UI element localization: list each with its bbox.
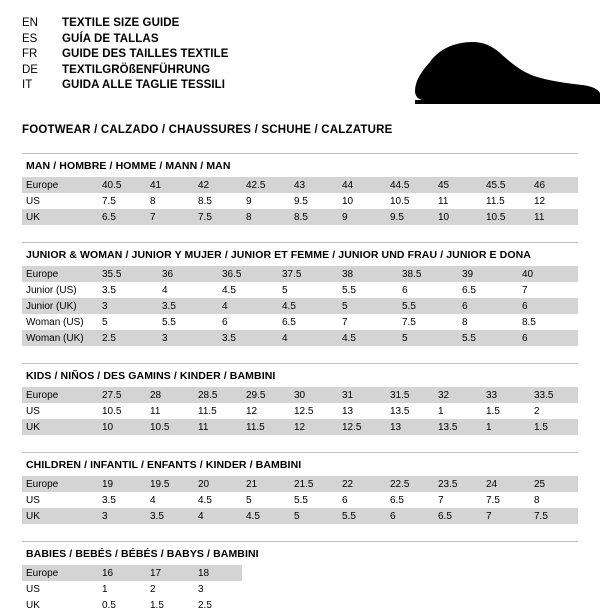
size-cell: 5	[282, 284, 288, 296]
size-cell	[386, 565, 434, 581]
size-cell: 7.5	[194, 209, 242, 225]
size-cell	[530, 565, 578, 581]
size-cell	[434, 597, 482, 613]
dress-shoe-icon	[414, 40, 600, 106]
size-cell	[290, 581, 338, 597]
size-cell	[338, 597, 386, 613]
row-label: Woman (UK)	[22, 330, 98, 346]
size-cell: 13.5	[434, 419, 482, 435]
size-cell: 4	[218, 298, 278, 314]
size-cell: 4	[150, 494, 156, 506]
divider	[22, 452, 578, 453]
size-cell: 2	[150, 583, 156, 595]
size-cell: 35.5	[98, 266, 158, 282]
size-cell	[242, 597, 290, 613]
size-cell: 3	[198, 583, 204, 595]
table-row	[22, 419, 578, 435]
size-cell: 10.5	[390, 195, 410, 207]
row-label: Europe	[22, 266, 98, 282]
group-heading: BABIES / BEBÉS / BÉBÉS / BABYS / BAMBINI	[26, 548, 259, 560]
size-cell: 7	[482, 508, 530, 524]
size-table-children	[22, 476, 578, 524]
size-cell: 2	[534, 405, 540, 417]
size-cell: 10.5	[482, 209, 530, 225]
language-row	[22, 32, 229, 48]
size-cell: 22.5	[386, 476, 434, 492]
size-cell: 9	[338, 209, 386, 225]
size-cell: 4.5	[222, 284, 236, 296]
size-cell: 7	[522, 284, 528, 296]
size-cell: 23.5	[434, 476, 482, 492]
row-label: Europe	[22, 387, 98, 403]
size-cell: 3.5	[102, 284, 116, 296]
size-cell	[530, 597, 578, 613]
size-cell: 13	[386, 419, 434, 435]
divider	[22, 363, 578, 364]
size-cell: 37.5	[278, 266, 338, 282]
size-cell: 5.5	[338, 508, 386, 524]
size-cell: 38	[338, 266, 398, 282]
size-cell: 11	[438, 195, 449, 207]
language-code: FR	[22, 48, 38, 60]
size-cell: 46	[530, 177, 578, 193]
size-cell: 8.5	[290, 209, 338, 225]
group-heading: KIDS / NIÑOS / DES GAMINS / KINDER / BAMBINI	[26, 370, 276, 382]
size-cell: 22	[338, 476, 386, 492]
table-row	[22, 597, 578, 613]
size-cell: 9.5	[386, 209, 434, 225]
language-code: EN	[22, 17, 38, 29]
table-row	[22, 403, 578, 419]
size-cell: 11.5	[198, 405, 217, 417]
size-cell: 1	[438, 405, 444, 417]
size-cell: 10	[342, 195, 354, 207]
size-cell: 8	[242, 209, 290, 225]
size-cell: 11.5	[242, 419, 290, 435]
size-cell: 6	[458, 298, 518, 314]
size-cell: 19.5	[146, 476, 194, 492]
size-cell: 18	[194, 565, 242, 581]
size-cell: 27.5	[98, 387, 146, 403]
size-cell: 5.5	[342, 284, 356, 296]
row-label: UK	[22, 419, 98, 435]
table-row	[22, 581, 578, 597]
size-cell: 7.5	[402, 316, 416, 328]
row-label: Woman (US)	[26, 316, 84, 328]
size-cell: 25	[530, 476, 578, 492]
size-cell: 31.5	[386, 387, 434, 403]
table-row	[22, 565, 578, 581]
size-cell: 4	[278, 330, 338, 346]
size-cell: 10	[98, 419, 146, 435]
size-cell: 3.5	[158, 298, 218, 314]
size-cell: 40.5	[98, 177, 146, 193]
row-label: US	[26, 405, 40, 417]
size-cell: 6	[518, 298, 578, 314]
size-cell	[434, 581, 482, 597]
divider	[22, 153, 578, 154]
size-cell: 28.5	[194, 387, 242, 403]
size-cell: 6.5	[462, 284, 476, 296]
size-cell: 6	[342, 494, 348, 506]
language-title: TEXTILGRÖßENFÜHRUNG	[62, 63, 211, 76]
size-cell: 39	[458, 266, 518, 282]
size-cell	[386, 581, 434, 597]
row-label: Europe	[22, 177, 98, 193]
size-cell: 8.5	[522, 316, 536, 328]
size-cell: 7.5	[486, 494, 500, 506]
size-cell: 5	[290, 508, 338, 524]
size-cell: 1.5	[150, 599, 164, 611]
size-cell: 1	[482, 419, 530, 435]
size-cell: 10.5	[102, 405, 122, 417]
size-cell: 21.5	[290, 476, 338, 492]
size-cell: 5	[398, 330, 458, 346]
size-cell	[482, 581, 530, 597]
language-code: IT	[22, 79, 33, 91]
size-cell: 38.5	[398, 266, 458, 282]
table-row	[22, 314, 578, 330]
size-cell: 3	[98, 298, 158, 314]
size-group-man	[22, 153, 578, 225]
size-table-kids	[22, 387, 578, 435]
size-cell	[386, 597, 434, 613]
table-row	[22, 266, 578, 282]
size-cell: 4.5	[242, 508, 290, 524]
size-cell: 7.5	[102, 195, 116, 207]
size-table-junior-woman	[22, 266, 578, 346]
size-cell: 5.5	[162, 316, 176, 328]
size-cell: 8	[150, 195, 156, 207]
size-cell: 8	[462, 316, 468, 328]
size-cell: 3.5	[146, 508, 194, 524]
size-cell	[482, 565, 530, 581]
size-cell: 42	[194, 177, 242, 193]
row-label: Europe	[22, 476, 98, 492]
size-cell: 24	[482, 476, 530, 492]
language-row	[22, 63, 229, 79]
size-cell: 3	[98, 508, 146, 524]
size-cell: 2.5	[98, 330, 158, 346]
size-cell	[290, 565, 338, 581]
size-cell: 19	[98, 476, 146, 492]
size-cell: 4.5	[198, 494, 212, 506]
size-cell: 41	[146, 177, 194, 193]
size-cell: 11	[194, 419, 242, 435]
size-cell: 3.5	[218, 330, 278, 346]
size-cell: 11	[530, 209, 578, 225]
group-heading: JUNIOR & WOMAN / JUNIOR Y MUJER / JUNIOR ET FEMME / JUNIOR UND FRAU / JUNIOR E DONA	[26, 249, 531, 261]
language-title-list	[22, 16, 229, 94]
header	[22, 16, 578, 108]
size-cell: 10.5	[146, 419, 194, 435]
size-cell: 5.5	[294, 494, 308, 506]
language-row	[22, 16, 229, 32]
size-cell: 9	[246, 195, 252, 207]
size-cell: 6	[386, 508, 434, 524]
size-cell: 20	[194, 476, 242, 492]
row-label: Europe	[22, 565, 98, 581]
size-cell: 5	[102, 316, 108, 328]
size-cell: 12.5	[294, 405, 314, 417]
size-cell	[434, 565, 482, 581]
size-cell: 6.5	[98, 209, 146, 225]
size-cell	[338, 581, 386, 597]
size-cell: 6.5	[282, 316, 296, 328]
row-label: UK	[26, 599, 40, 611]
size-cell: 7	[342, 316, 348, 328]
size-table-man	[22, 177, 578, 225]
size-cell: 1.5	[530, 419, 578, 435]
table-row	[22, 508, 578, 524]
size-cell: 12.5	[338, 419, 386, 435]
size-cell: 32	[434, 387, 482, 403]
size-cell: 7	[146, 209, 194, 225]
size-cell: 36.5	[218, 266, 278, 282]
size-cell: 21	[242, 476, 290, 492]
size-cell: 1	[102, 583, 108, 595]
size-cell: 7	[438, 494, 444, 506]
row-label: Junior (US)	[26, 284, 77, 296]
language-title: GUIDE DES TAILLES TEXTILE	[62, 48, 229, 60]
size-group-babies	[22, 541, 578, 613]
size-cell: 44	[338, 177, 386, 193]
group-heading: CHILDREN / INFANTIL / ENFANTS / KINDER / BAMBINI	[26, 459, 302, 471]
size-group-kids	[22, 363, 578, 435]
size-cell: 0.5	[102, 599, 116, 611]
size-cell: 13	[342, 405, 354, 417]
size-cell: 5.5	[458, 330, 518, 346]
size-cell: 13.5	[390, 405, 410, 417]
size-cell: 29.5	[242, 387, 290, 403]
size-cell: 4	[162, 284, 168, 296]
table-row	[22, 330, 578, 346]
size-cell: 5	[338, 298, 398, 314]
size-cell: 3	[158, 330, 218, 346]
size-cell	[482, 597, 530, 613]
size-cell: 11	[150, 405, 161, 417]
size-cell: 9.5	[294, 195, 308, 207]
row-label: US	[26, 583, 40, 595]
group-heading: MAN / HOMBRE / HOMME / MANN / MAN	[26, 160, 231, 172]
size-cell: 33	[482, 387, 530, 403]
size-table-babies	[22, 565, 578, 613]
language-code: DE	[22, 63, 38, 76]
language-title: GUÍA DE TALLAS	[62, 32, 159, 45]
table-row	[22, 476, 578, 492]
size-cell: 44.5	[386, 177, 434, 193]
size-cell	[242, 565, 290, 581]
size-cell: 6.5	[390, 494, 404, 506]
size-cell: 33.5	[530, 387, 578, 403]
size-cell: 11.5	[486, 195, 505, 207]
size-cell: 16	[98, 565, 146, 581]
size-cell: 4.5	[278, 298, 338, 314]
size-cell: 5.5	[398, 298, 458, 314]
category-title: FOOTWEAR / CALZADO / CHAUSSURES / SCHUHE / CALZATURE	[22, 124, 393, 136]
table-row	[22, 282, 578, 298]
size-cell: 17	[146, 565, 194, 581]
table-row	[22, 193, 578, 209]
size-cell: 42.5	[242, 177, 290, 193]
size-group-children	[22, 452, 578, 524]
size-cell	[242, 581, 290, 597]
size-cell: 8.5	[198, 195, 212, 207]
size-cell	[338, 565, 386, 581]
size-cell	[530, 581, 578, 597]
size-cell: 8	[534, 494, 540, 506]
row-label: Junior (UK)	[22, 298, 98, 314]
size-cell	[290, 597, 338, 613]
language-title: GUIDA ALLE TAGLIE TESSILI	[62, 79, 226, 91]
size-cell: 4	[194, 508, 242, 524]
size-cell: 7.5	[530, 508, 578, 524]
language-row	[22, 78, 229, 94]
row-label: US	[26, 195, 40, 207]
size-cell: 43	[290, 177, 338, 193]
size-cell: 6	[402, 284, 408, 296]
size-cell: 4.5	[338, 330, 398, 346]
table-row	[22, 177, 578, 193]
size-cell: 3.5	[102, 494, 116, 506]
size-cell: 40	[518, 266, 578, 282]
table-row	[22, 209, 578, 225]
language-code: ES	[22, 32, 38, 45]
size-cell: 1.5	[486, 405, 500, 417]
size-cell: 5	[246, 494, 252, 506]
size-cell: 12	[290, 419, 338, 435]
size-cell: 30	[290, 387, 338, 403]
row-label: UK	[22, 209, 98, 225]
size-cell: 12	[534, 195, 546, 207]
size-cell: 31	[338, 387, 386, 403]
size-cell: 45	[434, 177, 482, 193]
table-row	[22, 387, 578, 403]
size-cell: 45.5	[482, 177, 530, 193]
size-cell: 10	[434, 209, 482, 225]
table-row	[22, 298, 578, 314]
size-cell: 6	[518, 330, 578, 346]
size-cell: 2.5	[198, 599, 212, 611]
size-group-junior-woman	[22, 242, 578, 346]
language-row	[22, 47, 229, 63]
size-cell: 12	[246, 405, 258, 417]
divider	[22, 541, 578, 542]
row-label: US	[26, 494, 40, 506]
size-cell: 28	[146, 387, 194, 403]
row-label: UK	[22, 508, 98, 524]
size-cell: 36	[158, 266, 218, 282]
size-cell: 6.5	[434, 508, 482, 524]
size-cell: 6	[222, 316, 228, 328]
table-row	[22, 492, 578, 508]
language-title: TEXTILE SIZE GUIDE	[62, 17, 180, 29]
divider	[22, 242, 578, 243]
